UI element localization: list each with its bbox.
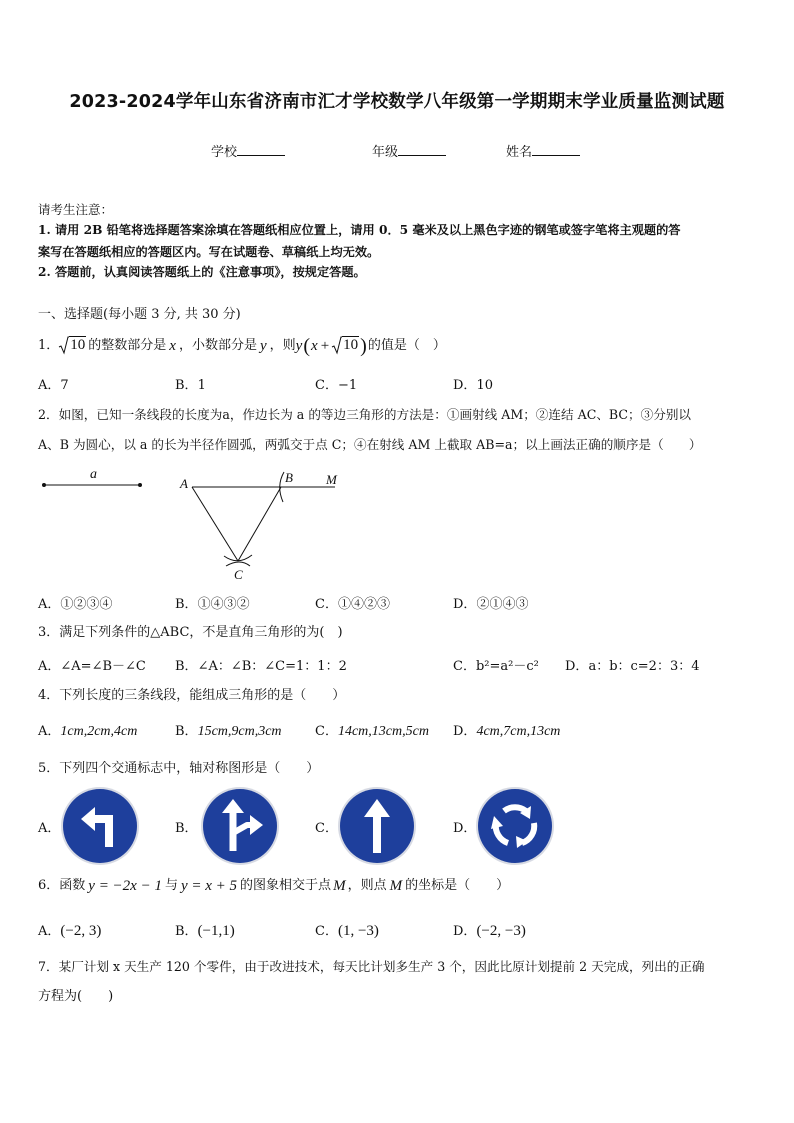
q6-option-d[interactable]: D．(−2, −3) — [453, 923, 526, 939]
straight-arrow-sign-icon[interactable] — [340, 789, 414, 863]
name-label: 姓名 — [506, 145, 533, 160]
q6-option-a[interactable]: A．(−2, 3) — [38, 923, 102, 939]
q4-option-c[interactable]: C．14cm,13cm,5cm — [315, 724, 429, 739]
question-4: 4．下列长度的三条线段，能组成三角形的是（ ） — [38, 688, 346, 703]
q4-option-d[interactable]: D．4cm,7cm,13cm — [453, 724, 561, 739]
question-3: 3．满足下列条件的△ABC，不是直角三角形的为( ) — [38, 625, 343, 640]
question-6: 6．函数 y = −2x − 1 与 y = x + 5 的图象相交于点 M ，则点 M 的坐标是（ ） — [38, 878, 510, 894]
straight-or-right-arrow-sign-icon[interactable] — [203, 789, 277, 863]
q4-option-b[interactable]: B．15cm,9cm,3cm — [175, 724, 282, 739]
school-label: 学校 — [211, 145, 238, 160]
question-5: 5．下列四个交通标志中，轴对称图形是（ ） — [38, 761, 320, 776]
notice-line-3: 2. 答题前，认真阅读答题纸上的《注意事项》，按规定答题。 — [38, 265, 366, 279]
question-7-line-2: 方程为( ) — [38, 989, 114, 1004]
grade-blank[interactable] — [398, 143, 446, 156]
q3-option-a[interactable]: A．∠A=∠B－∠C — [38, 659, 146, 674]
name-field[interactable] — [506, 141, 580, 160]
grade-field[interactable] — [372, 141, 446, 160]
q6-option-b[interactable]: B．(−1,1) — [175, 923, 235, 939]
triangle-construction-figure — [180, 472, 350, 582]
q5-option-a-label[interactable]: A． — [38, 821, 61, 836]
q2-option-a[interactable]: A．①②③④ — [38, 597, 113, 612]
q6-option-c[interactable]: C．(1, −3) — [315, 923, 379, 939]
question-7-line-1: 7．某厂计划 x 天生产 120 个零件，由于改进技术，每天比计划多生产 3 个，因此比原计划提前 2 天完成，列出的正确 — [38, 959, 705, 974]
q1-option-b[interactable]: B．1 — [175, 378, 206, 393]
point-a-label: A — [180, 476, 188, 491]
school-field[interactable] — [211, 141, 285, 160]
equation-2: y = x + 5 — [180, 878, 238, 894]
roundabout-sign-icon[interactable] — [478, 789, 552, 863]
q2-option-c[interactable]: C．①④②③ — [315, 597, 390, 612]
point-c-label: C — [234, 567, 243, 582]
q1-option-d[interactable]: D．10 — [453, 378, 493, 393]
segment-a-label: a — [90, 467, 97, 482]
q3-option-c[interactable]: C．b²=a²－c² — [453, 659, 539, 674]
notice-line-1: 1. 请用 2B 铅笔将选择题答案涂填在答题纸相应位置上，请用 0．5 毫米及以上黑色字迹的钢笔或签字笔将主观题的答 — [38, 223, 681, 237]
sqrt-10-expr: 10 — [332, 336, 359, 356]
radical-sign-icon — [59, 336, 69, 356]
q5-option-d-label[interactable]: D． — [453, 821, 477, 836]
q3-option-b[interactable]: B．∠A：∠B：∠C=1：1：2 — [175, 659, 347, 674]
q2-option-b[interactable]: B．①④③② — [175, 597, 250, 612]
turn-left-arrow-sign-icon[interactable] — [63, 789, 137, 863]
section-heading: 一、选择题(每小题 3 分, 共 30 分) — [38, 307, 241, 322]
point-b-label: B — [285, 470, 293, 485]
q2-option-d[interactable]: D．②①④③ — [453, 597, 529, 612]
notice-line-2: 案写在答题纸相应的答题区内。写在试题卷、草稿纸上均无效。 — [38, 245, 380, 259]
name-blank[interactable] — [532, 143, 580, 156]
q3-option-d[interactable]: D．a：b：c=2：3：4 — [565, 659, 700, 674]
question-1: 1． 10 的整数部分是 x ，小数部分是 y ，则 y ( x + 10 ) 的值是（ ） — [38, 335, 446, 357]
q1-number: 1． — [38, 338, 60, 353]
question-2-line-1: 2．如图，已知一条线段的长度为a，作边长为 a 的等边三角形的方法是：①画射线 AM；②连结 AC、BC；③分别以 — [38, 407, 692, 422]
school-blank[interactable] — [237, 143, 285, 156]
q1-option-c[interactable]: C．−1 — [315, 378, 358, 393]
sqrt-10: 10 — [59, 336, 86, 356]
q1-option-a[interactable]: A．7 — [38, 378, 69, 393]
q5-option-b-label[interactable]: B． — [175, 821, 198, 836]
radical-sign-icon — [332, 336, 342, 356]
question-2-line-2: A、B 为圆心，以 a 的长为半径作圆弧，两弧交于点 C；④在射线 AM 上截取 AB=a；以上画法正确的顺序是（ ） — [38, 437, 702, 452]
q4-option-a[interactable]: A．1cm,2cm,4cm — [38, 724, 138, 739]
point-m-label: M — [326, 472, 337, 487]
notice-heading: 请考生注意： — [38, 202, 114, 217]
grade-label: 年级 — [372, 145, 399, 160]
page-title: 2023-2024学年山东省济南市汇才学校数学八年级第一学期期末学业质量监测试题 — [69, 92, 725, 112]
equation-1: y = −2x − 1 — [88, 878, 162, 894]
q5-option-c-label[interactable]: C． — [315, 821, 338, 836]
